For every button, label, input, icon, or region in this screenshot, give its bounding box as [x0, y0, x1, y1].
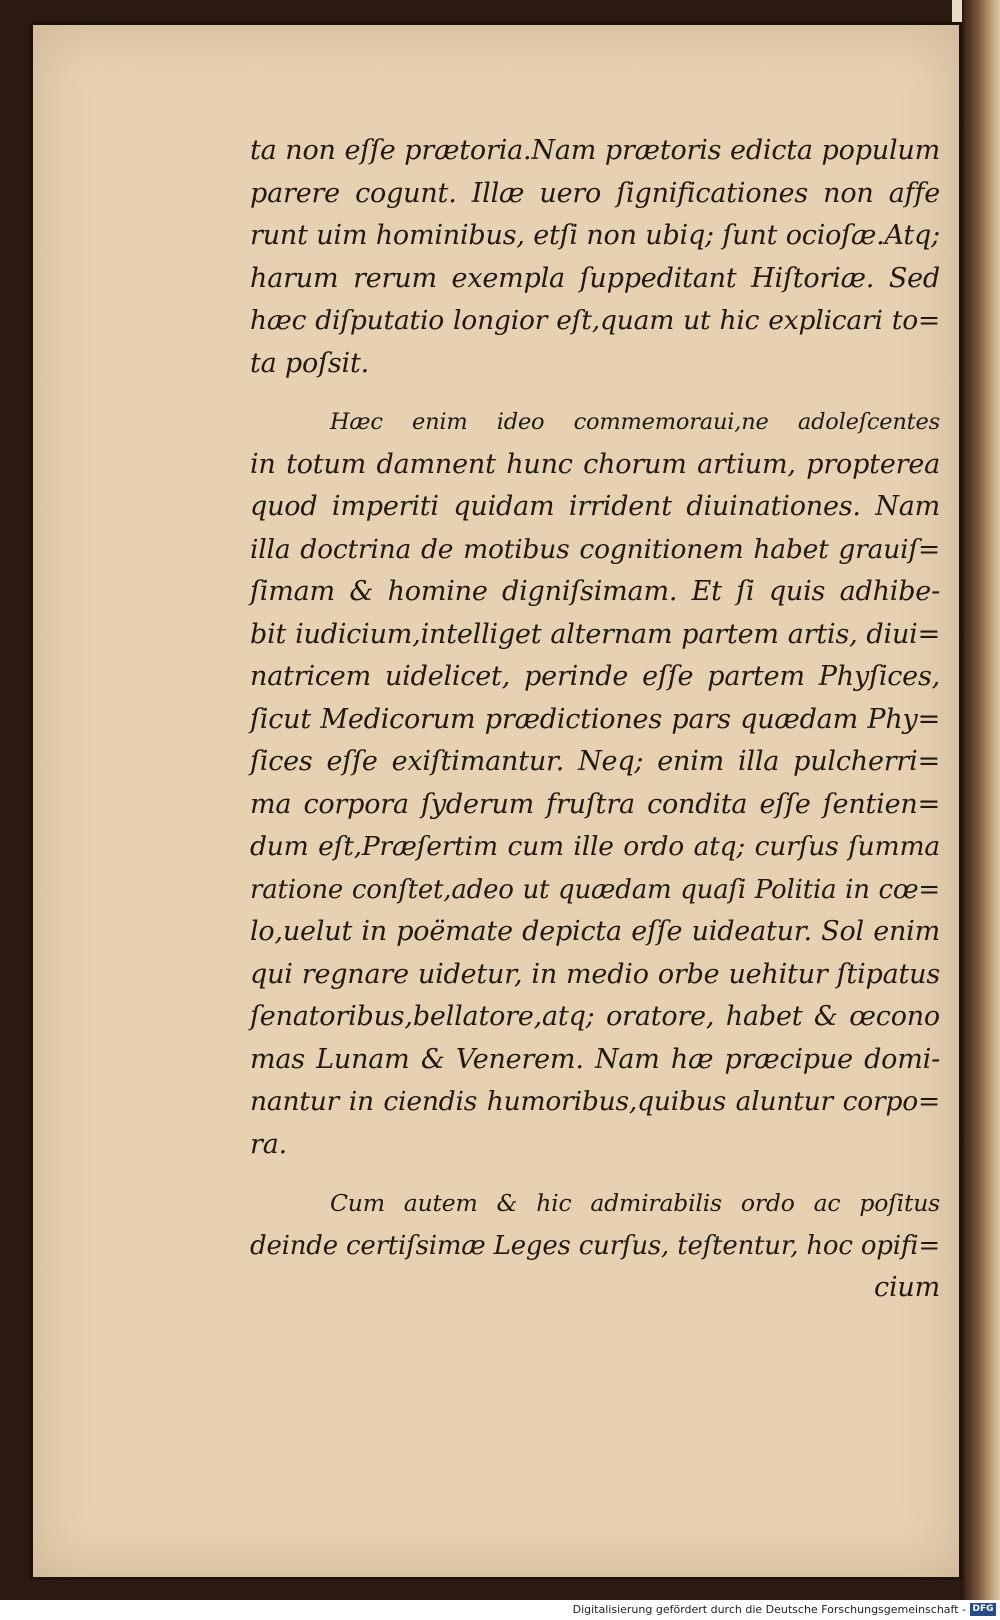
text-line: ratione conſtet,adeo ut quædam quaſi Politia in cœ= — [250, 874, 940, 905]
text-line: qui regnare uidetur, in medio orbe uehitur ſtipatus — [250, 958, 940, 990]
text-line: ra. — [250, 1128, 287, 1160]
catchword: cium — [874, 1272, 940, 1303]
text-line: hæc diſputatio longior eſt,quam ut hic explicari to= — [250, 305, 940, 336]
text-line: lo,uelut in poëmate depicta eſſe uideatur. Sol enim — [250, 916, 940, 947]
paragraph-1 — [250, 130, 940, 385]
page-text — [250, 130, 940, 1326]
text-line: ſenatoribus,bellatore,atq; oratore, habet & œcono — [250, 1001, 940, 1032]
funding-notice: Digitalisierung gefördert durch die Deutsche Forschungsgemeinschaft - — [572, 1603, 966, 1616]
text-line: bit iudicium,intelliget alternam partem artis, diui= — [250, 618, 940, 650]
text-line: ta poſsit. — [250, 347, 369, 379]
text-line: ſicut Medicorum prædictiones pars quædam Phy= — [250, 703, 940, 735]
text-line: dum eſt,Præſertim cum ille ordo atq; curſus ſumma — [250, 831, 940, 862]
text-line: harum rerum exempla ſuppeditant Hiſtoriæ. Sed — [250, 262, 940, 294]
footer-bar — [0, 1600, 1000, 1620]
text-line: mas Lunam & Venerem. Nam hæ præcipue domi- — [250, 1043, 940, 1075]
text-line: ſimam & homine digniſsimam. Et ſi quis adhibe- — [250, 576, 940, 607]
text-line: ſices eſſe exiſtimantur. Neq; enim illa pulcherri= — [250, 746, 940, 777]
dfg-logo-icon: DFG — [970, 1603, 996, 1616]
paragraph-2 — [250, 401, 940, 1166]
text-line: ta non eſſe prætoria.Nam prætoris edicta populum — [250, 135, 940, 166]
book-edge — [964, 0, 1000, 1600]
text-line: natricem uidelicet, perinde eſſe partem Phyſices, — [250, 661, 940, 692]
text-line: nantur in ciendis humoribus,quibus aluntur corpo= — [250, 1086, 940, 1117]
text-line: Hæc enim ideo commemoraui,ne adoleſcentes — [330, 409, 940, 435]
text-line: ma corpora ſyderum fruſtra condita eſſe ſentien= — [250, 788, 940, 820]
text-line: quod imperiti quidam irrident diuinationes. Nam — [250, 491, 940, 522]
text-line: illa doctrina de motibus cognitionem habet grauiſ= — [250, 533, 940, 565]
text-line: runt uim hominibus, etſi non ubiq; ſunt ocioſæ.Atq; — [250, 220, 940, 251]
text-line: deinde certiſsimæ Leges curſus, teſtentur, hoc opifi= — [250, 1230, 940, 1261]
text-line: Cum autem & hic admirabilis ordo ac poſitus — [330, 1189, 940, 1217]
text-line: parere cogunt. Illæ uero ſignificationes non affe — [250, 177, 940, 209]
paragraph-3 — [250, 1182, 940, 1310]
text-line: in totum damnent hunc chorum artium, propterea — [250, 448, 940, 480]
